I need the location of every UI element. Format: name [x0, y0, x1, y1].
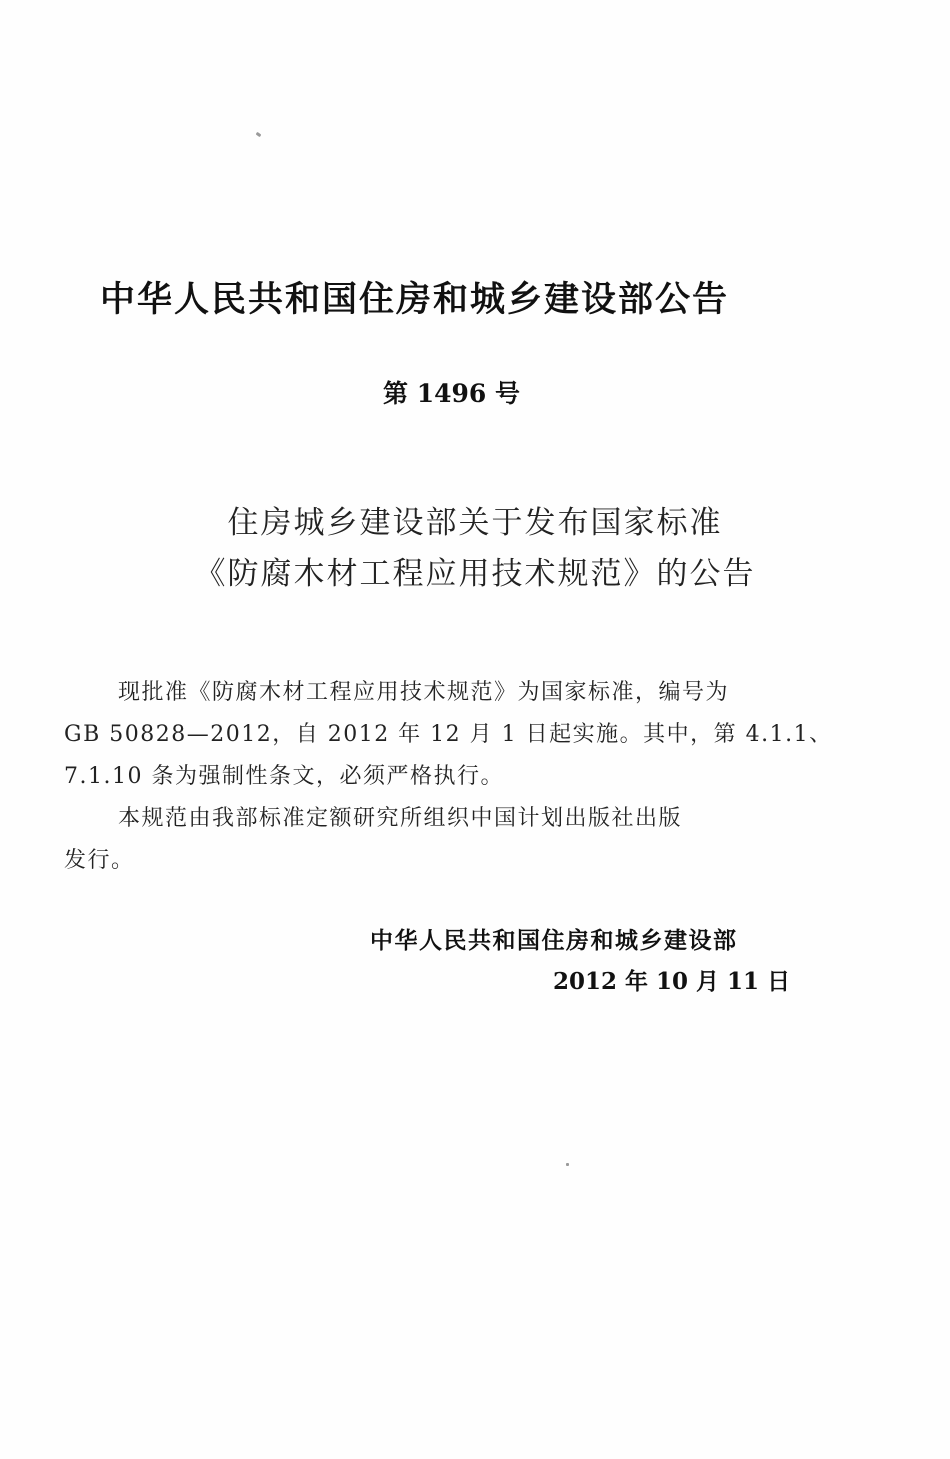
body-paragraph-2-line-1: 本规范由我部标准定额研究所组织中国计划出版社出版: [118, 806, 683, 831]
scan-speck: [256, 132, 262, 137]
announcement-heading: 中华人民共和国住房和城乡建设部公告: [100, 280, 730, 320]
announcement-subtitle-line-2: 《防腐木材工程应用技术规范》的公告: [194, 556, 756, 592]
body-paragraph-2-line-2: 发行。: [64, 848, 135, 873]
signature-date: 2012 年 10 月 11 日: [553, 968, 791, 995]
announcement-number: 第 1496 号: [383, 379, 520, 408]
scan-speck: [566, 1163, 569, 1166]
announcement-subtitle-line-1: 住房城乡建设部关于发布国家标准: [227, 505, 723, 541]
body-paragraph-1-line-3: 7.1.10 条为强制性条文，必须严格执行。: [64, 764, 504, 789]
body-paragraph-1-line-1: 现批准《防腐木材工程应用技术规范》为国家标准，编号为: [118, 680, 730, 705]
signature-organization: 中华人民共和国住房和城乡建设部: [370, 928, 738, 954]
body-paragraph-1-line-2: GB 50828—2012，自 2012 年 12 月 1 日起实施。其中，第 4.1.1、: [64, 722, 833, 747]
